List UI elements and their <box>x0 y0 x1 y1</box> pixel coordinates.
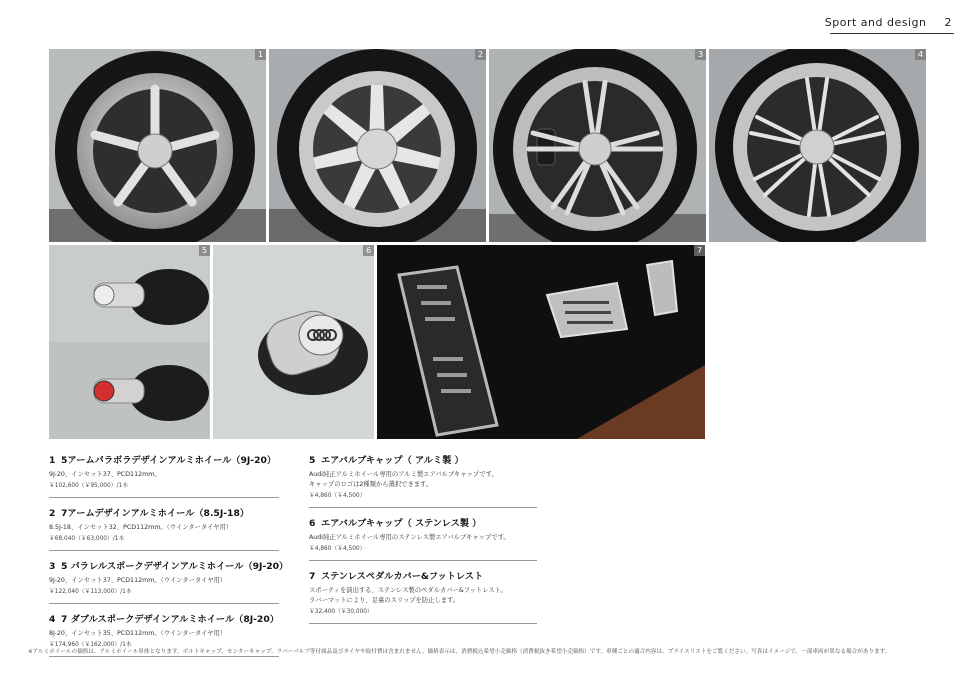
wheel-image-3 <box>489 49 706 242</box>
product-spec: 8.5J-18、インセット32、PCD112mm。（ウインタータイヤ用） <box>49 524 233 531</box>
wheel-photo-2 <box>269 49 486 242</box>
product-price: ￥174,960（￥162,000）/1本 <box>49 642 132 648</box>
wheel-photo-3 <box>489 49 706 242</box>
product-price: ￥102,600（￥95,000）/1本 <box>49 483 128 489</box>
wheel-image-4 <box>709 49 926 242</box>
product-spec: キャップのロゴは2種類から選択できます。 <box>309 481 433 488</box>
accessory-descriptions <box>309 452 539 631</box>
product-spec: ラバーマットにより、足裏のスリップを防止します。 <box>309 597 460 604</box>
product-title: 1 5アームパラボラデザインアルミホイール（9J-20） <box>49 455 277 466</box>
header-rule <box>830 33 954 34</box>
product-spec: スポーティを演出する、ステンレス製のペダルカバー&フットレスト。 <box>309 587 507 594</box>
pedal-photo-7 <box>377 245 705 439</box>
photo-number-badge: 1 <box>255 49 266 60</box>
product-item-6 <box>309 515 537 561</box>
photo-number-badge: 4 <box>915 49 926 60</box>
product-title: 5 エアバルブキャップ（ アルミ製 ） <box>309 455 464 466</box>
product-spec: Audi純正アルミホイール専用のステンレス製エアバルブキャップです。 <box>309 534 510 541</box>
photo-number-badge: 6 <box>363 245 374 256</box>
product-item-1 <box>49 452 279 498</box>
valve-cap-photo-6 <box>213 245 374 439</box>
product-price: ￥122,040（￥113,000）/1本 <box>49 589 132 595</box>
product-item-2 <box>49 505 279 551</box>
photo-number-badge: 5 <box>199 245 210 256</box>
valve-cap-photo-5 <box>49 245 210 439</box>
product-item-3 <box>49 558 289 604</box>
product-title: 3 5 パラレルスポークデザインアルミホイール（9J-20） <box>49 561 289 572</box>
product-price: ￥4,860（￥4,500） <box>309 493 366 499</box>
product-title: 7 ステンレスペダルカバー&フットレスト <box>309 571 484 582</box>
product-item-7 <box>309 568 537 624</box>
pedal-image-7 <box>377 245 705 439</box>
product-spec: 8J-20、インセット35、PCD112mm。（ウインタータイヤ用） <box>49 630 227 637</box>
wheel-image-2 <box>269 49 486 242</box>
product-price: ￥4,860（￥4,500） <box>309 546 366 552</box>
page-number: 2 <box>944 16 952 29</box>
product-price: ￥32,400（￥30,000） <box>309 609 373 615</box>
footnote: ※アルミホイールの価格は、アルミホイール単体となります。ボルトキャップ、センターキャップ、ラバーバルブ等付属品及びタイヤや取付費は含まれません。価格表示は、消費税込希望小売価格（消費税抜き希望小売価格）です。車種ごとの適合内容は、プライスリストをご覧ください。写真はイメージで、一部車両が異なる場合があります。 <box>28 649 891 655</box>
valve-cap-image-6 <box>213 245 374 439</box>
product-title: 6 エアバルブキャップ（ ステンレス製 ） <box>309 518 482 529</box>
product-item-5 <box>309 452 537 508</box>
product-price: ￥68,040（￥63,000）/1本 <box>49 536 125 542</box>
product-spec: Audi純正アルミホイール専用のアルミ製エアバルブキャップです。 <box>309 471 498 478</box>
wheel-photo-4 <box>709 49 926 242</box>
product-spec: 9J-20、インセット37、PCD112mm。 <box>49 471 161 478</box>
section-title: Sport and design <box>824 16 927 29</box>
photo-number-badge: 7 <box>694 245 705 256</box>
photo-number-badge: 2 <box>475 49 486 60</box>
product-title: 4 7 ダブルスポークデザインアルミホイール（8J-20） <box>49 614 279 625</box>
photo-number-badge: 3 <box>695 49 706 60</box>
wheel-image-1 <box>49 49 266 242</box>
product-title: 2 7アームデザインアルミホイール（8.5J-18） <box>49 508 250 519</box>
wheel-descriptions <box>49 452 289 664</box>
wheel-photo-1 <box>49 49 266 242</box>
valve-cap-image-5 <box>49 245 210 439</box>
page-header <box>825 16 952 29</box>
product-spec: 9J-20、インセット37、PCD112mm。（ウインタータイヤ用） <box>49 577 227 584</box>
